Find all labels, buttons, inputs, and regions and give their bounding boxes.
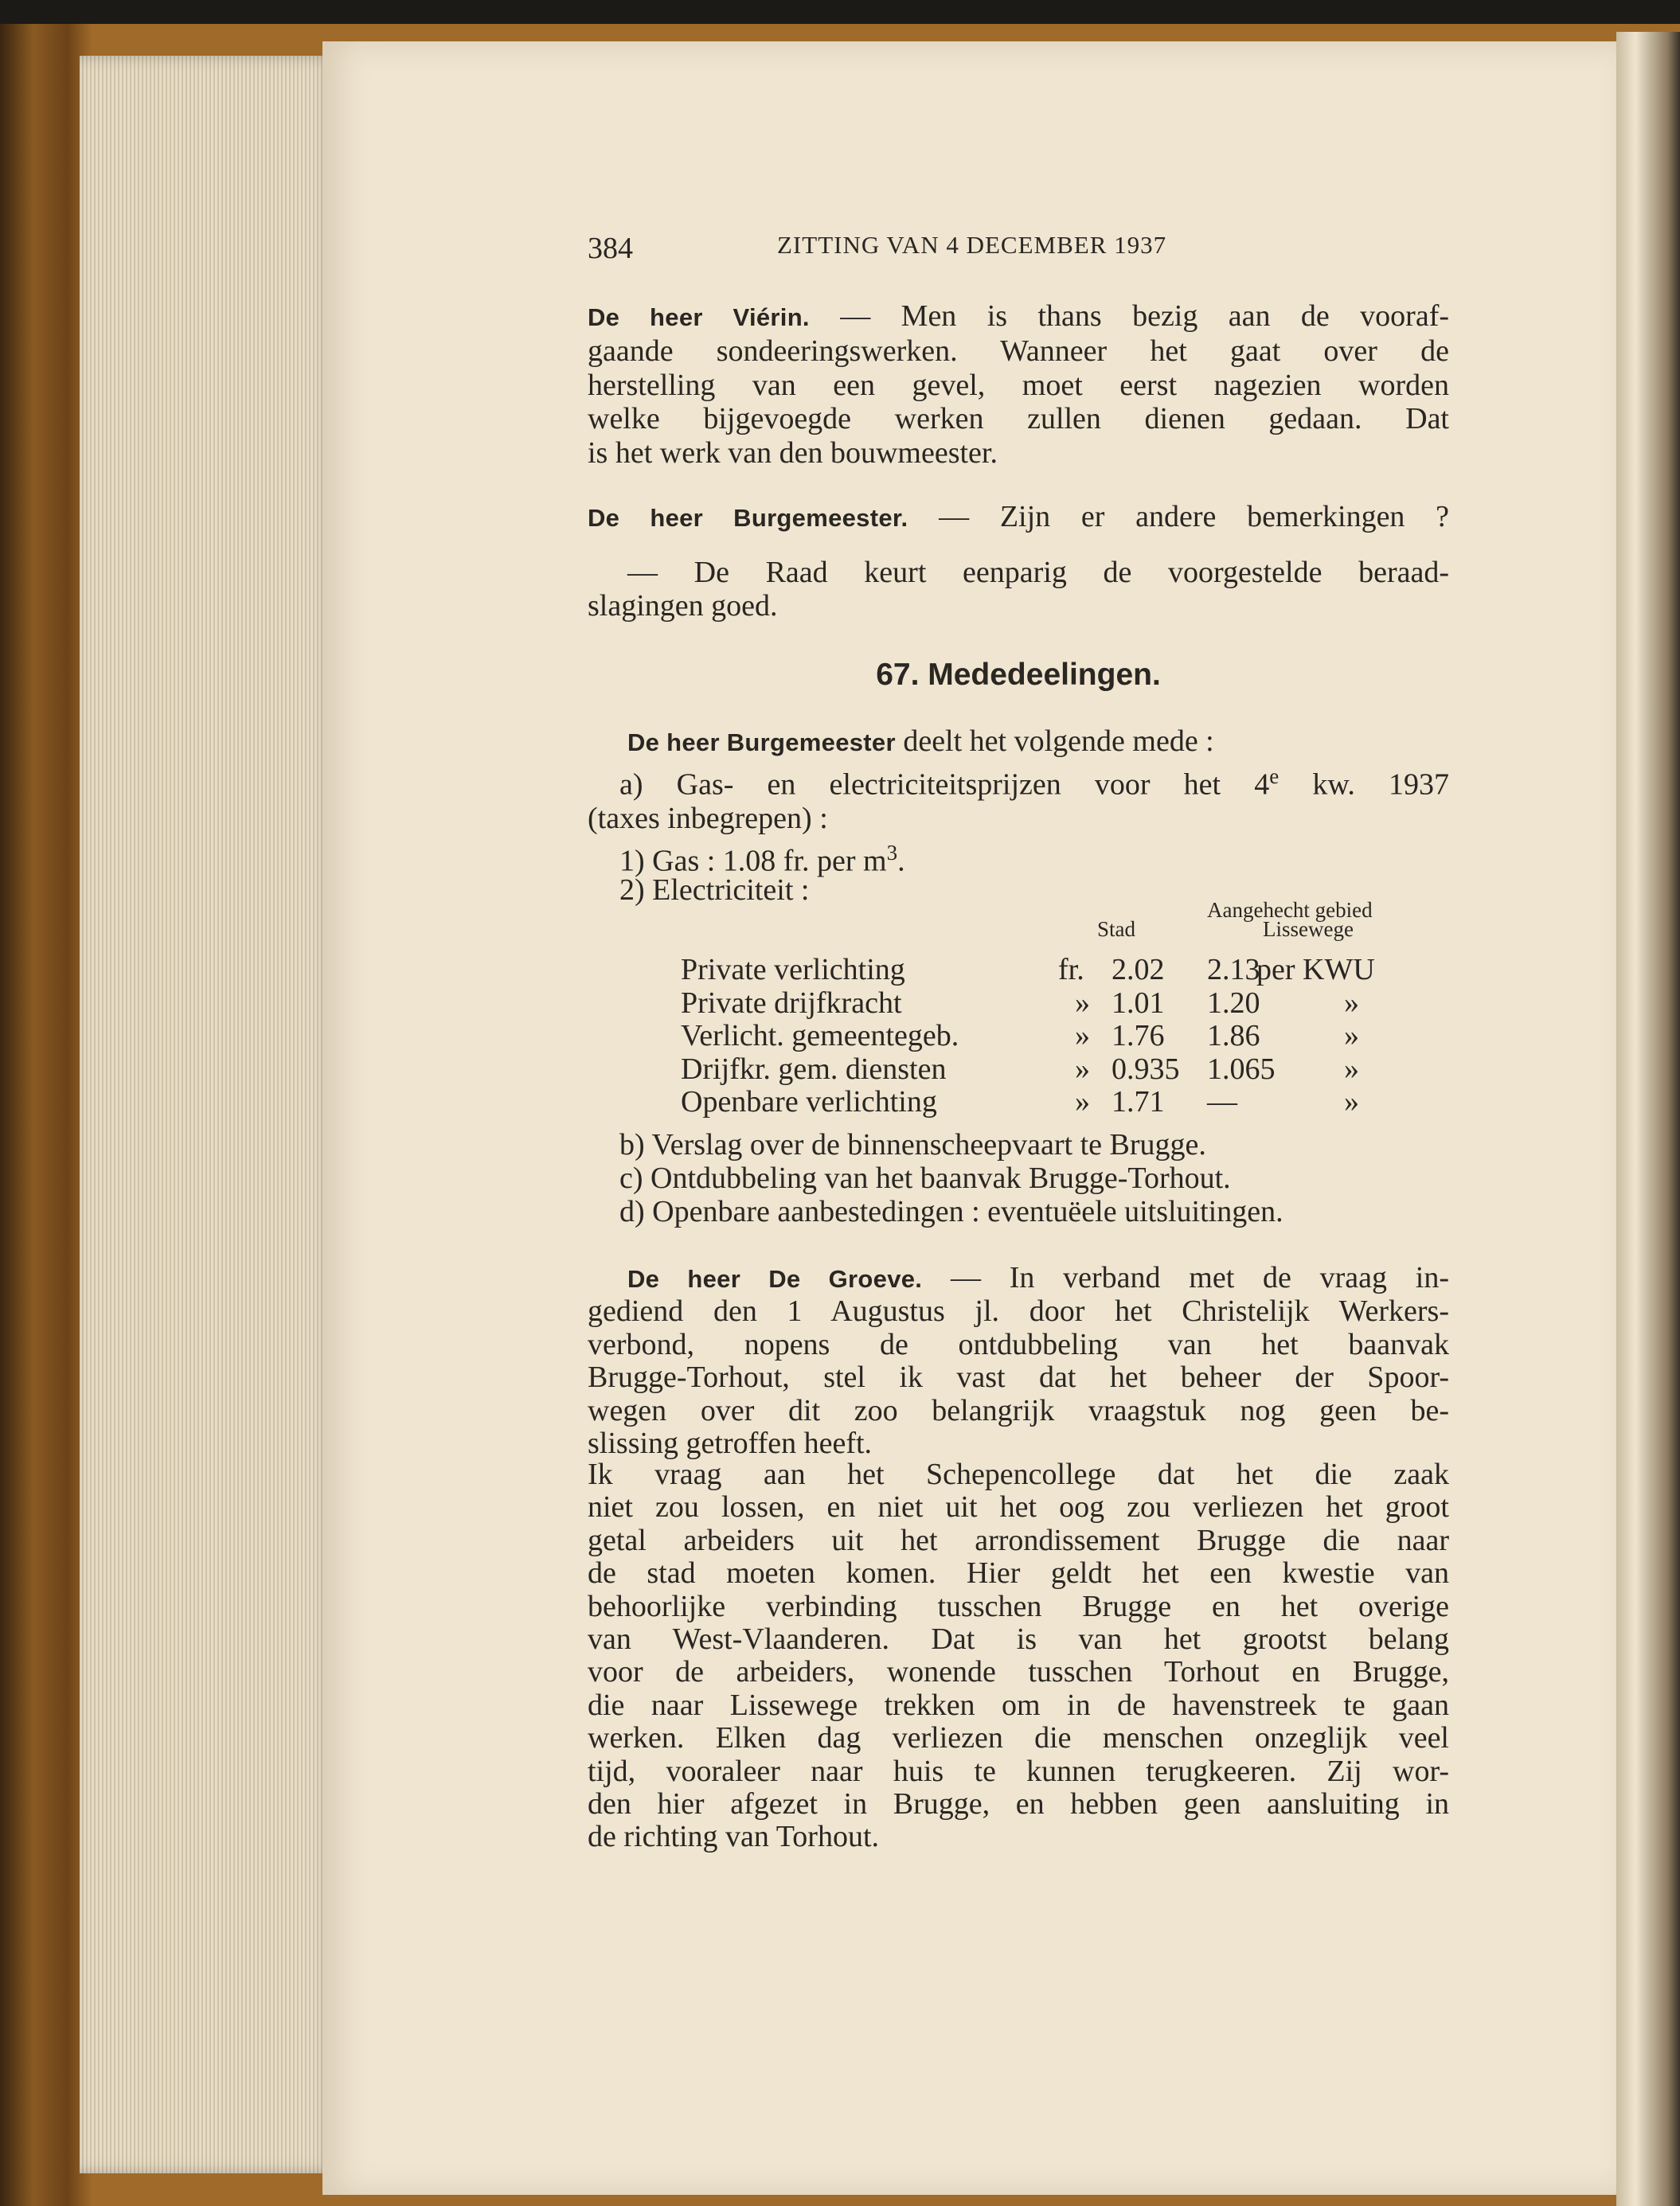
text-line: gediend den 1 Augustus jl. door het Christelijk Werkers- (588, 1294, 1449, 1329)
value-stad: 1.76 (1112, 1019, 1165, 1052)
speaker: De heer Burgemeester (627, 728, 896, 756)
row-prefix: fr. (1058, 953, 1084, 986)
text-line: voor de arbeiders, wonende tusschen Torhout en Brugge, (588, 1655, 1449, 1689)
facing-page-edge (1616, 32, 1680, 2206)
text-line: getal arbeiders uit het arrondissement Brugge die naar (588, 1523, 1449, 1557)
value-stad: 1.71 (1112, 1085, 1165, 1119)
row-label: Drijfkr. gem. diensten (681, 1052, 947, 1086)
text-line: die naar Lissewege trekken om in de havenstreek te gaan (588, 1688, 1449, 1722)
text-line: — De Raad keurt eenparig de voorgestelde beraad- (627, 556, 1449, 589)
header-title: ZITTING VAN 4 DECEMBER 1937 (777, 231, 1167, 259)
text-line: werken. Elken dag verliezen die menschen onzeglijk veel (588, 1721, 1449, 1755)
row-label: Verlicht. gemeentegeb. (681, 1019, 959, 1052)
speaker: De heer De Groeve. (627, 1265, 923, 1293)
item-d: d) Openbare aanbestedingen : eventuëele uitsluitingen. (619, 1195, 1283, 1228)
text-line: . (897, 844, 905, 878)
text-line: niet zou lossen, en niet uit het oog zou verliezen het groot (588, 1490, 1449, 1525)
text-line: van West-Vlaanderen. Dat is van het grootst belang (588, 1622, 1449, 1657)
text-line: welke bijgevoegde werken zullen dienen gedaan. Dat (588, 402, 1449, 436)
text-line: slissing getroffen heeft. (588, 1427, 873, 1461)
value-area: — (1207, 1085, 1237, 1119)
paragraph-de-groeve (588, 1262, 1449, 1460)
paragraph-burgemeester (588, 500, 1449, 535)
section-heading: 67. Mededeelingen. (876, 658, 1161, 692)
row-prefix: » (1075, 1052, 1090, 1086)
text-line: deelt het volgende mede : (895, 724, 1214, 758)
text-line: behoorlijke verbinding tusschen Brugge en het overige (588, 1589, 1449, 1623)
column-header-stad: Stad (1097, 917, 1136, 941)
text-line: gaande sondeeringswerken. Wanneer het gaat over de (588, 334, 1449, 369)
text-line: — In verband met de vraag in- (922, 1261, 1449, 1294)
value-stad: 2.02 (1112, 953, 1165, 986)
text-line: verbond, nopens de ontdubbeling van het baanvak (588, 1327, 1449, 1361)
column-header-area: Aangehecht gebied (1207, 898, 1373, 922)
text-line: (taxes inbegrepen) : (588, 802, 828, 836)
paragraph-raad (588, 556, 1449, 623)
text-line: kw. 1937 (1279, 768, 1449, 802)
paragraph-ik-vraag (588, 1458, 1449, 1854)
row-unit: » (1344, 1019, 1359, 1052)
page-number: 384 (588, 232, 633, 265)
superscript: e (1269, 764, 1280, 789)
row-unit: » (1344, 1085, 1359, 1119)
paragraph-vierin (588, 299, 1449, 470)
item-b: b) Verslag over de binnenscheepvaart te Brugge. (619, 1128, 1206, 1162)
text-line: de richting van Torhout. (588, 1820, 880, 1854)
value-area: 2.13 (1207, 953, 1260, 986)
value-area: 1.065 (1207, 1052, 1276, 1086)
row-prefix: » (1075, 986, 1090, 1020)
superscript: 3 (886, 841, 898, 865)
text-line: herstelling van een gevel, moet eerst nagezien worden (588, 368, 1449, 402)
text-line: a) Gas- en electriciteitsprijzen voor het 4 (619, 768, 1270, 802)
text-line: tijd, vooraleer naar huis te kunnen terugkeeren. Zij wor- (588, 1754, 1449, 1788)
text-line: Ik vraag aan het Schepencollege dat het die zaak (588, 1458, 1449, 1491)
text-line: slagingen goed. (588, 589, 778, 623)
text-line: wegen over dit zoo belangrijk vraagstuk nog geen be- (588, 1393, 1449, 1427)
text-line: — Zijn er andere bemerkingen ? (908, 500, 1450, 533)
value-area: 1.86 (1207, 1019, 1260, 1052)
row-label: Private drijfkracht (681, 986, 902, 1020)
row-prefix: » (1075, 1085, 1090, 1119)
text-line: den hier afgezet in Brugge, en hebben geen aansluiting in (588, 1787, 1449, 1821)
speaker: De heer Burgemeester. (588, 504, 908, 532)
text-line: is het werk van den bouwmeester. (588, 435, 998, 470)
text-line: de stad moeten komen. Hier geldt het een kwestie van (588, 1556, 1449, 1591)
value-area: 1.20 (1207, 986, 1260, 1020)
text-line: — Men is thans bezig aan de vooraf- (809, 299, 1449, 333)
item-c: c) Ontdubbeling van het baanvak Brugge-Torhout. (619, 1162, 1231, 1195)
item-electricity: 2) Electriciteit : (619, 873, 810, 907)
text-line: Brugge-Torhout, stel ik vast dat het beheer der Spoor- (588, 1361, 1449, 1395)
speaker: De heer Viérin. (588, 303, 810, 331)
row-unit: per KWU (1256, 953, 1375, 986)
row-unit: » (1344, 1052, 1359, 1086)
value-stad: 0.935 (1112, 1052, 1180, 1086)
row-prefix: » (1075, 1019, 1090, 1052)
row-unit: » (1344, 986, 1359, 1020)
column-header-area-2: Lissewege (1263, 917, 1354, 941)
paragraph-mededeelingen (588, 724, 1449, 836)
text-line: 1) Gas : 1.08 fr. per m (619, 844, 887, 878)
row-label: Private verlichting (681, 953, 905, 986)
value-stad: 1.01 (1112, 986, 1165, 1020)
row-label: Openbare verlichting (681, 1085, 937, 1119)
page-stack-edges (80, 56, 334, 2173)
